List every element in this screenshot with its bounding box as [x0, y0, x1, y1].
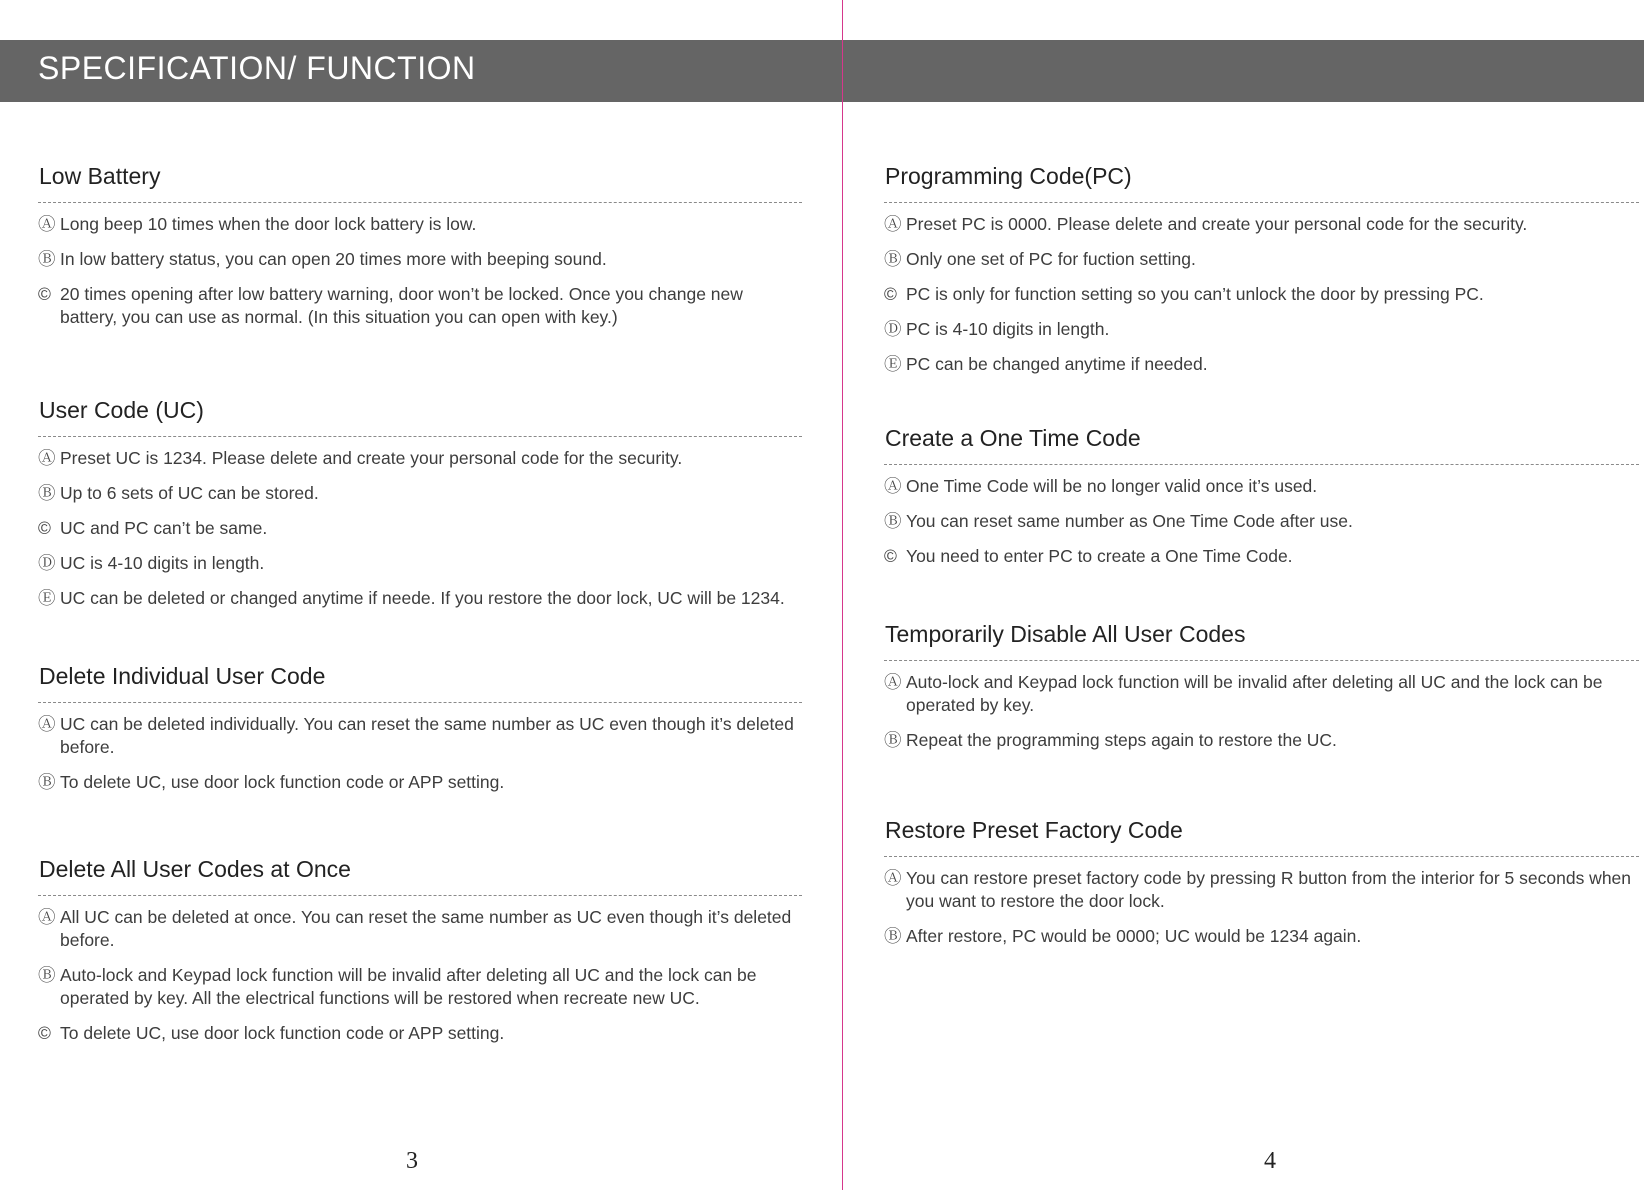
- list-item: [38, 906, 802, 952]
- list-item: [38, 248, 802, 271]
- section-title: Programming Code(PC): [885, 163, 1132, 189]
- list-item: [38, 482, 802, 505]
- item-text: PC is 4-10 digits in length.: [906, 319, 1110, 339]
- list-item: [38, 213, 802, 236]
- item-text: Preset PC is 0000. Please delete and create your personal code for the security.: [906, 214, 1528, 234]
- item-text: PC can be changed anytime if needed.: [906, 354, 1208, 374]
- section-programming-code: [884, 162, 1639, 388]
- item-text: You need to enter PC to create a One Time Code.: [906, 546, 1293, 566]
- item-marker: ©: [38, 1023, 51, 1043]
- list-item: [884, 248, 1639, 271]
- section-user-code: [38, 396, 802, 622]
- item-text: Repeat the programming steps again to restore the UC.: [906, 730, 1337, 750]
- item-text: Only one set of PC for fuction setting.: [906, 249, 1196, 269]
- item-marker: Ⓑ: [884, 511, 902, 531]
- left-page: [38, 0, 802, 1190]
- list-item: [884, 318, 1639, 341]
- section-divider: [884, 660, 1639, 661]
- item-marker: ©: [38, 284, 51, 304]
- section-divider: [38, 436, 802, 437]
- item-text: PC is only for function setting so you can’t unlock the door by pressing PC.: [906, 284, 1484, 304]
- list-item: [38, 771, 802, 794]
- item-marker: Ⓑ: [38, 965, 56, 985]
- item-marker: Ⓑ: [38, 483, 56, 503]
- list-item: [884, 925, 1639, 948]
- section-title: Restore Preset Factory Code: [885, 817, 1183, 843]
- list-item: [884, 671, 1639, 717]
- item-marker: Ⓑ: [38, 772, 56, 792]
- item-marker: Ⓐ: [884, 672, 902, 692]
- section-divider: [884, 202, 1639, 203]
- item-text: Up to 6 sets of UC can be stored.: [60, 483, 319, 503]
- item-marker: Ⓐ: [38, 448, 56, 468]
- item-text: Long beep 10 times when the door lock battery is low.: [60, 214, 477, 234]
- list-item: [884, 213, 1639, 236]
- item-marker: Ⓐ: [38, 214, 56, 234]
- section-divider: [38, 702, 802, 703]
- list-item: [38, 587, 802, 610]
- section-title: Delete Individual User Code: [39, 663, 326, 689]
- item-marker: Ⓓ: [884, 319, 902, 339]
- item-text: UC and PC can’t be same.: [60, 518, 268, 538]
- section-divider: [884, 856, 1639, 857]
- item-marker: Ⓐ: [38, 907, 56, 927]
- right-page: [884, 0, 1639, 1190]
- list-item: [38, 552, 802, 575]
- item-marker: Ⓑ: [38, 249, 56, 269]
- item-text: You can restore preset factory code by pressing R button from the interior for 5 seconds when you want to restore the door lock.: [906, 868, 1632, 911]
- item-marker: Ⓑ: [884, 249, 902, 269]
- section-delete-all: [38, 855, 802, 1057]
- item-text: All UC can be deleted at once. You can reset the same number as UC even though it’s deleted before.: [60, 907, 792, 950]
- item-text: UC can be deleted or changed anytime if neede. If you restore the door lock, UC will be 1234.: [60, 588, 785, 608]
- list-item: [38, 283, 802, 329]
- list-item: [38, 964, 802, 1010]
- list-item: [884, 867, 1639, 913]
- list-item: [884, 729, 1639, 752]
- section-divider: [38, 895, 802, 896]
- list-item: [884, 283, 1639, 306]
- section-temporarily-disable: [884, 620, 1639, 764]
- item-text: You can reset same number as One Time Code after use.: [906, 511, 1353, 531]
- item-marker: Ⓔ: [884, 354, 902, 374]
- item-text: To delete UC, use door lock function code or APP setting.: [60, 772, 505, 792]
- item-text: Auto-lock and Keypad lock function will be invalid after deleting all UC and the lock can be operated by key.: [906, 672, 1603, 715]
- item-marker: Ⓔ: [38, 588, 56, 608]
- section-restore-factory: [884, 816, 1639, 960]
- page-number: 4: [1264, 1148, 1276, 1174]
- page-fold-line: [842, 0, 843, 1190]
- list-item: [38, 713, 802, 759]
- item-text: One Time Code will be no longer valid once it’s used.: [906, 476, 1318, 496]
- item-marker: Ⓑ: [884, 730, 902, 750]
- item-marker: ©: [38, 518, 51, 538]
- section-one-time-code: [884, 424, 1639, 580]
- section-title: Temporarily Disable All User Codes: [885, 621, 1246, 647]
- list-item: [38, 517, 802, 540]
- item-text: UC is 4-10 digits in length.: [60, 553, 265, 573]
- item-text: Preset UC is 1234. Please delete and create your personal code for the security.: [60, 448, 683, 468]
- section-low-battery: [38, 162, 802, 341]
- section-title: User Code (UC): [39, 397, 204, 423]
- section-delete-individual: [38, 662, 802, 806]
- item-text: Auto-lock and Keypad lock function will be invalid after deleting all UC and the lock can be operated by key. All the electrical functions will be restored when recreate new UC.: [60, 965, 757, 1008]
- list-item: [38, 1022, 802, 1045]
- section-title: Low Battery: [39, 163, 161, 189]
- item-marker: Ⓐ: [884, 214, 902, 234]
- list-item: [884, 510, 1639, 533]
- section-title: Delete All User Codes at Once: [39, 856, 351, 882]
- list-item: [884, 545, 1639, 568]
- item-marker: Ⓐ: [38, 714, 56, 734]
- list-item: [884, 353, 1639, 376]
- item-marker: Ⓐ: [884, 868, 902, 888]
- section-title: Create a One Time Code: [885, 425, 1141, 451]
- item-text: UC can be deleted individually. You can reset the same number as UC even though it’s deleted before.: [60, 714, 794, 757]
- item-text: To delete UC, use door lock function code or APP setting.: [60, 1023, 505, 1043]
- item-marker: Ⓐ: [884, 476, 902, 496]
- header-title: SPECIFICATION/ FUNCTION: [38, 50, 476, 86]
- item-marker: Ⓓ: [38, 553, 56, 573]
- item-marker: ©: [884, 546, 897, 566]
- page-number: 3: [406, 1148, 418, 1174]
- item-marker: ©: [884, 284, 897, 304]
- item-text: After restore, PC would be 0000; UC would be 1234 again.: [906, 926, 1362, 946]
- item-marker: Ⓑ: [884, 926, 902, 946]
- item-text: 20 times opening after low battery warning, door won’t be locked. Once you change new battery, you can use as normal. (In this situation you can open with key.): [60, 284, 743, 327]
- item-text: In low battery status, you can open 20 times more with beeping sound.: [60, 249, 607, 269]
- section-divider: [38, 202, 802, 203]
- section-divider: [884, 464, 1639, 465]
- list-item: [884, 475, 1639, 498]
- list-item: [38, 447, 802, 470]
